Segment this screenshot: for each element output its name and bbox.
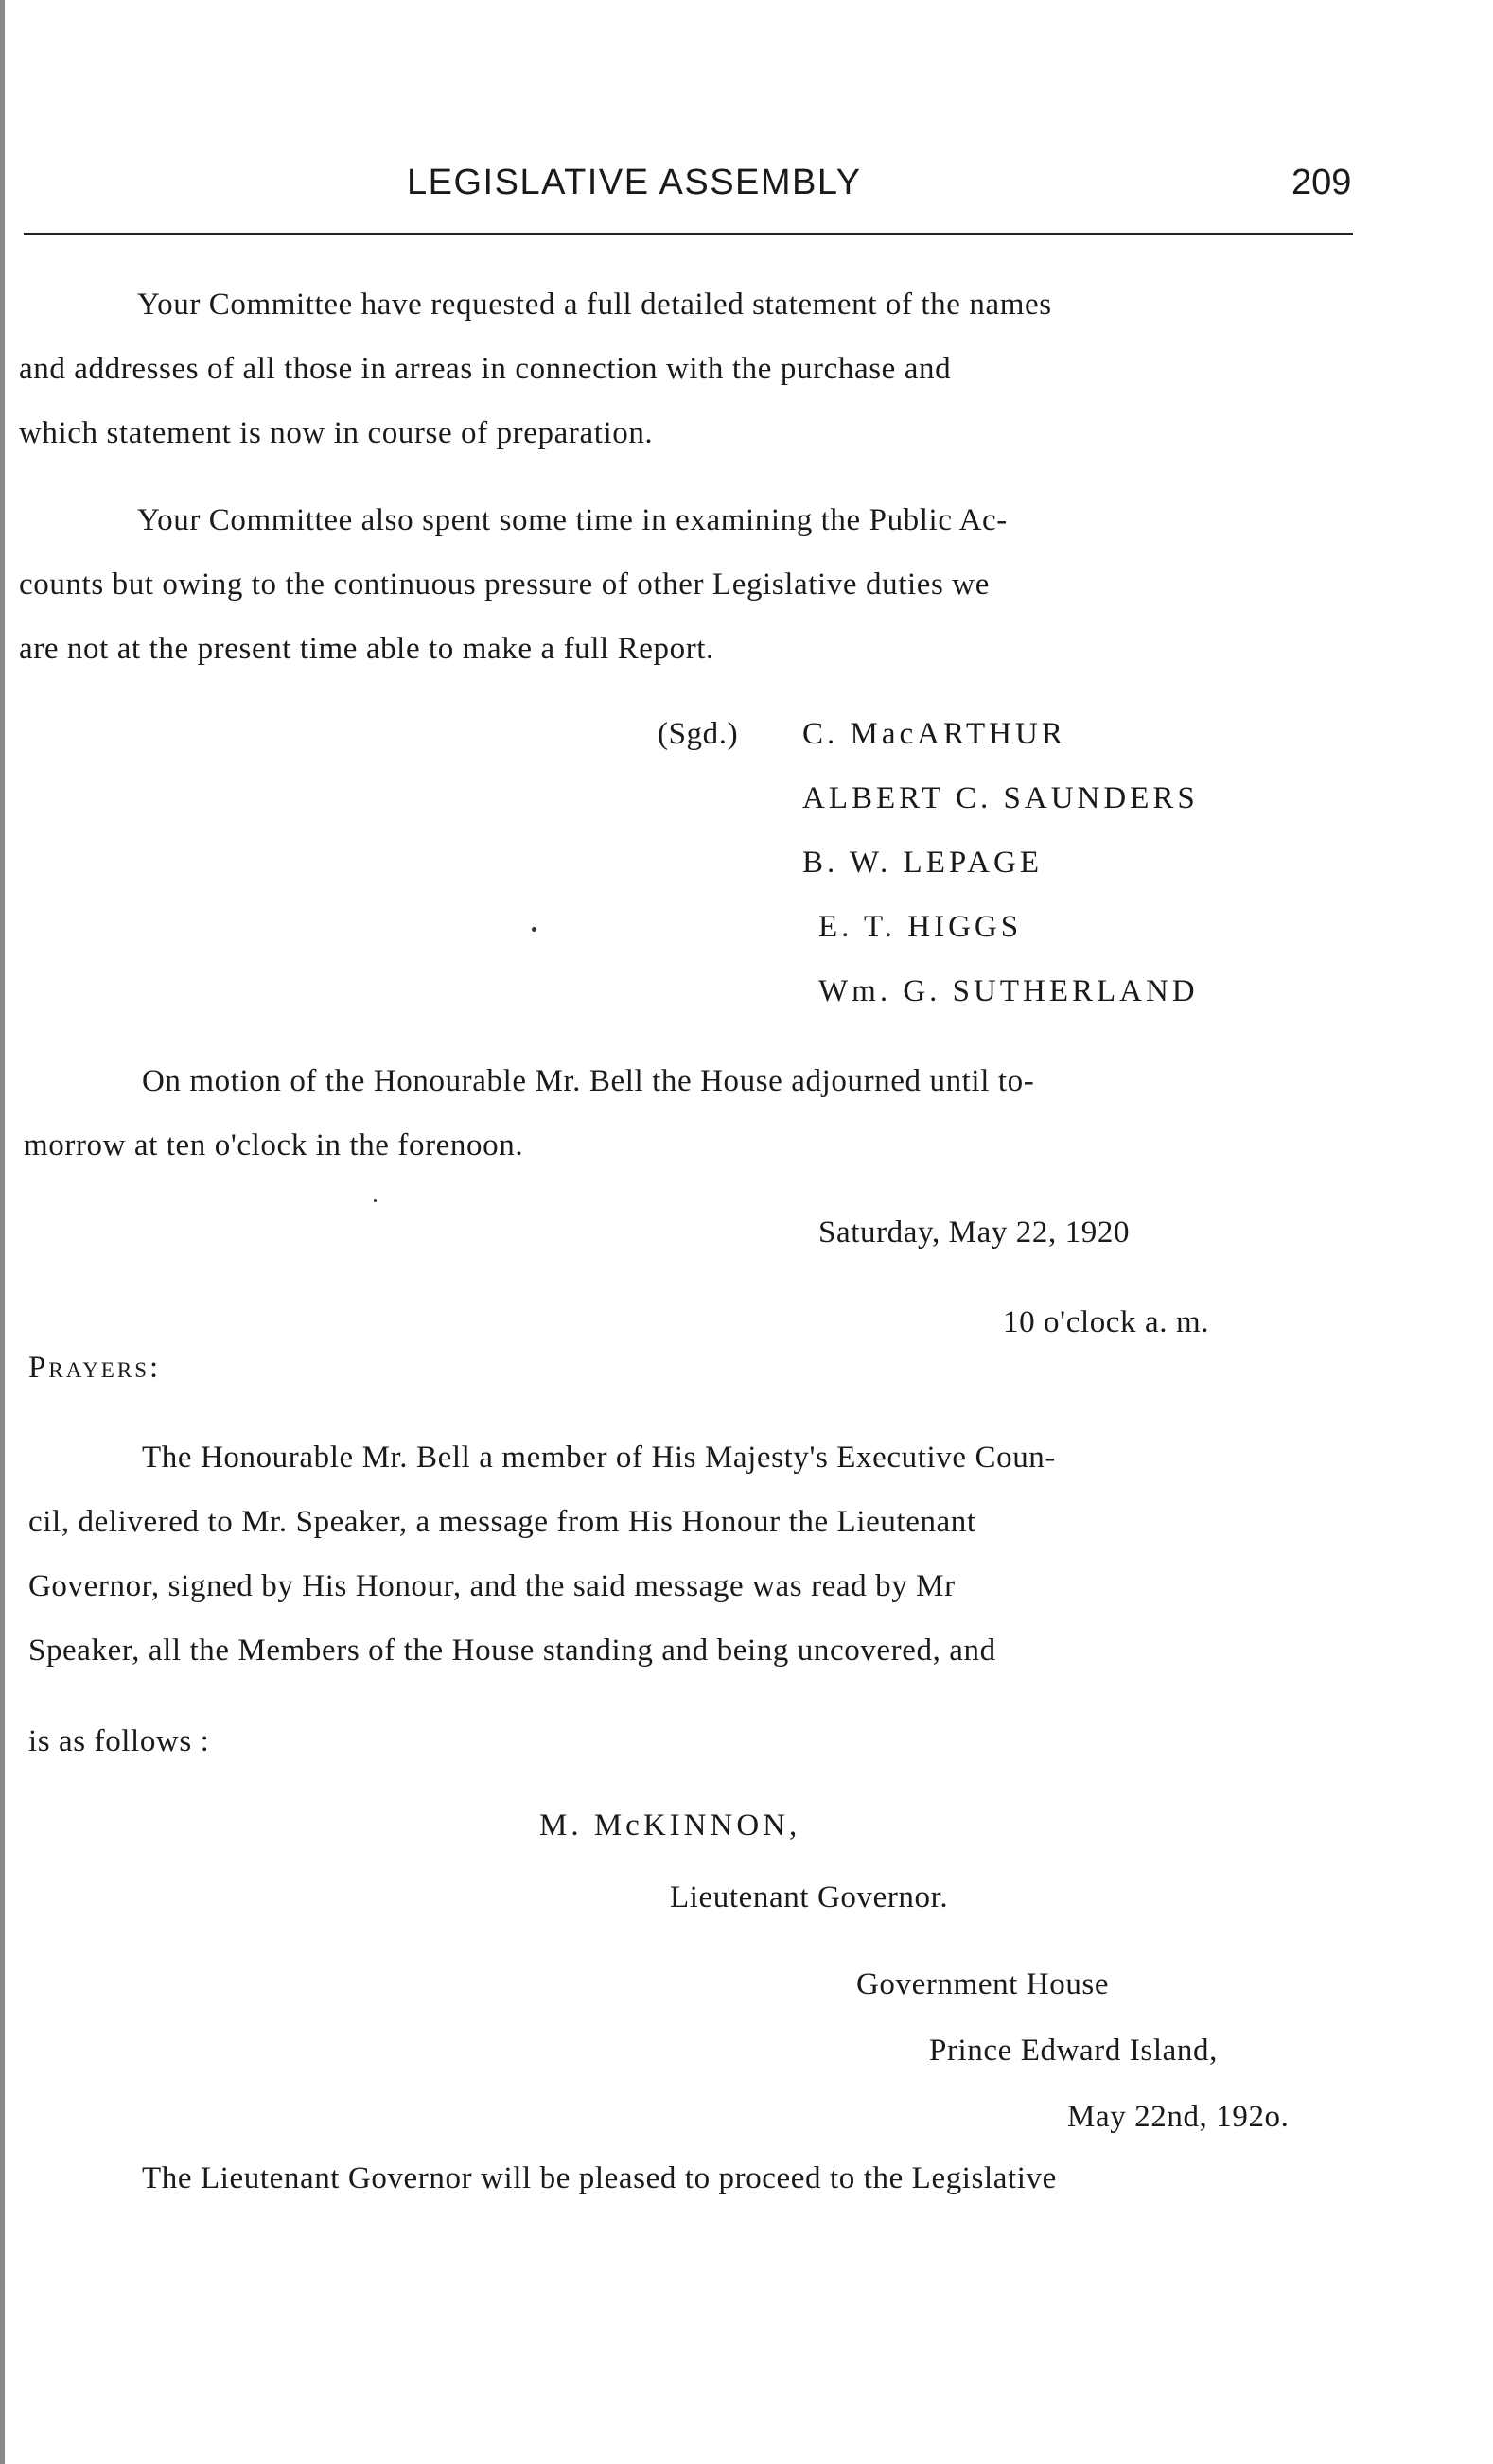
paragraph-1-line-2: and addresses of all those in arreas in connection with the purchase and [19,352,952,386]
message-intro-line-4: Speaker, all the Members of the House standing and being uncovered, and [28,1634,996,1668]
page-number: 209 [1291,163,1352,202]
message-intro-line-2: cil, delivered to Mr. Speaker, a message from His Honour the Lieutenant [28,1505,976,1539]
paragraph-2-line-1: Your Committee also spent some time in examining the Public Ac- [137,503,1008,537]
message-intro-line-1: The Honourable Mr. Bell a member of His Majesty's Executive Coun- [142,1441,1056,1475]
message-intro-line-5: is as follows : [28,1724,210,1758]
signatory-5: Wm. G. SUTHERLAND [818,974,1199,1008]
paragraph-1-line-1: Your Committee have requested a full detailed statement of the names [137,288,1052,322]
signatory-3: B. W. LEPAGE [802,846,1043,880]
page-edge-shadow [0,0,5,2464]
header-rule [24,233,1353,235]
message-signer: M. McKINNON, [539,1809,801,1843]
print-speck [374,1199,377,1202]
signatory-2: ALBERT C. SAUNDERS [802,781,1199,815]
adjournment-line-1: On motion of the Honourable Mr. Bell the House adjourned until to- [142,1064,1035,1098]
signatory-4: E. T. HIGGS [818,910,1023,944]
running-header-title: LEGISLATIVE ASSEMBLY [407,163,862,202]
signatory-1: C. MacARTHUR [802,717,1066,751]
print-speck [532,927,536,932]
message-body-line-1: The Lieutenant Governor will be pleased to proceed to the Legislative [142,2161,1057,2195]
sitting-date: Saturday, May 22, 1920 [818,1215,1131,1249]
message-address-line-3: May 22nd, 192o. [1067,2100,1290,2134]
message-address-line-2: Prince Edward Island, [929,2034,1218,2068]
adjournment-line-2: morrow at ten o'clock in the forenoon. [24,1128,524,1162]
message-address-line-1: Government House [856,1967,1110,2001]
message-signer-title: Lieutenant Governor. [670,1880,949,1914]
signed-prefix: (Sgd.) [658,717,739,751]
message-intro-line-3: Governor, signed by His Honour, and the said message was read by Mr [28,1569,956,1603]
paragraph-1-line-3: which statement is now in course of preparation. [19,416,654,450]
sitting-time: 10 o'clock a. m. [1003,1305,1210,1339]
paragraph-2-line-2: counts but owing to the continuous pressure of other Legislative duties we [19,568,990,602]
paragraph-2-line-3: are not at the present time able to make a full Report. [19,632,714,666]
prayers-heading: Prayers: [28,1351,162,1385]
